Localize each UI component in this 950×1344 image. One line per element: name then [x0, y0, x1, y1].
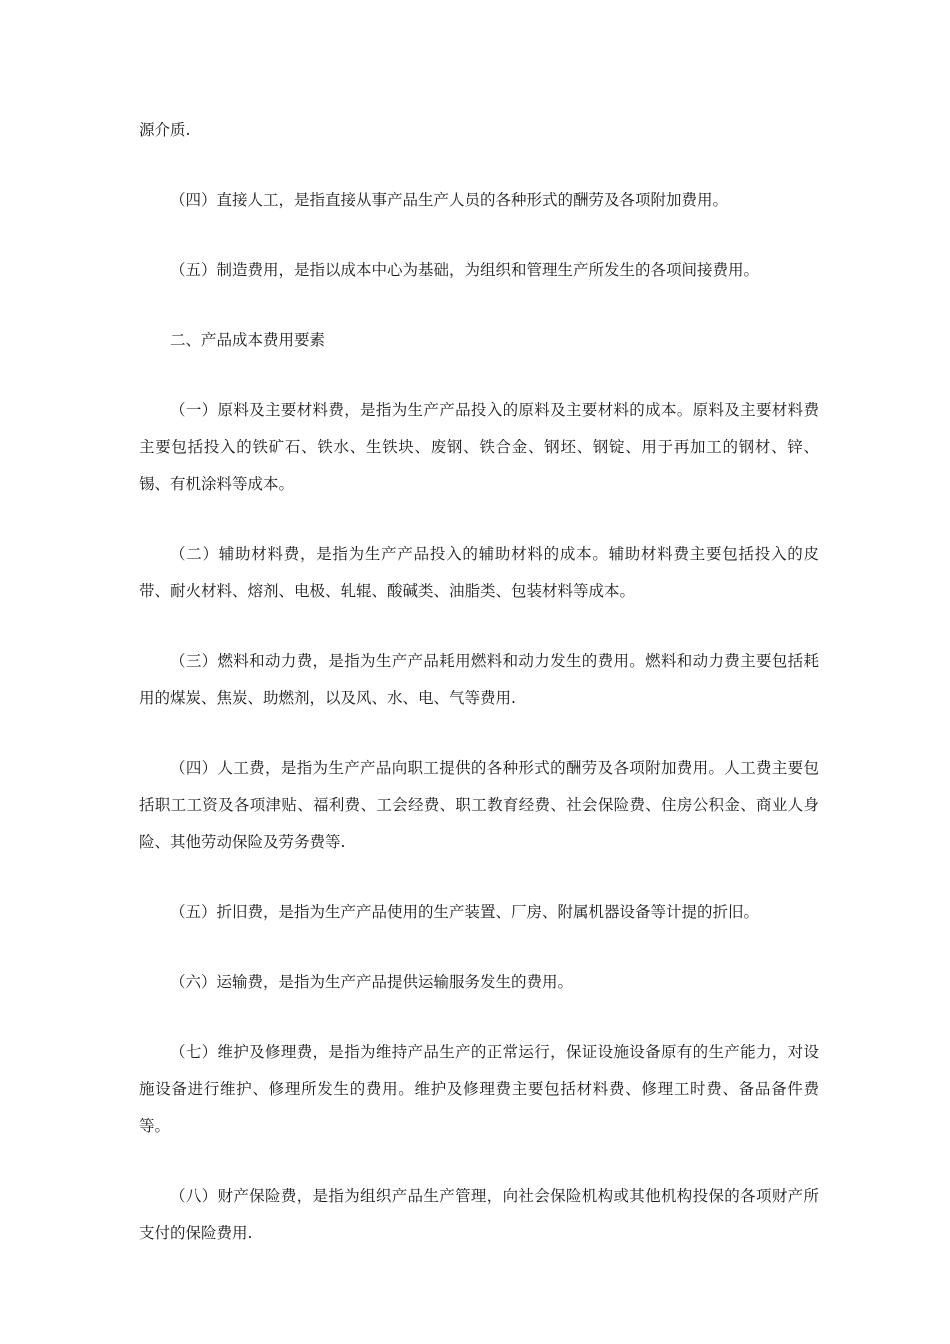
paragraph-maintenance: （七）维护及修理费，是指为维持产品生产的正常运行，保证设施设备原有的生产能力，对设施设备进行维护、修理所发生的费用。维护及修理费主要包括材料费、修理工时费、备品备件费等。 — [139, 1043, 819, 1135]
paragraph-property-insurance: （八）财产保险费，是指为组织产品生产管理，向社会保险机构或其他机构投保的各项财产所支付的保险费用. — [139, 1187, 819, 1242]
section-heading-cost-elements: 二、产品成本费用要素 — [170, 331, 326, 349]
paragraph-auxiliary-materials: （二）辅助材料费，是指为生产产品投入的辅助材料的成本。辅助材料费主要包括投入的皮带、耐火材料、熔剂、电极、轧辊、酸碱类、油脂类、包装材料等成本。 — [139, 545, 819, 600]
paragraph-depreciation: （五）折旧费，是指为生产产品使用的生产装置、厂房、附属机器设备等计提的折旧。 — [170, 903, 760, 921]
paragraph-fuel-power: （三）燃料和动力费，是指为生产产品耗用燃料和动力发生的费用。燃料和动力费主要包括耗用的煤炭、焦炭、助燃剂，以及风、水、电、气等费用. — [139, 652, 819, 707]
paragraph-manufacturing-overhead: （五）制造费用，是指以成本中心为基础，为组织和管理生产所发生的各项间接费用。 — [170, 261, 760, 279]
document-page — [139, 112, 819, 1285]
paragraph-raw-materials: （一）原料及主要材料费，是指为生产产品投入的原料及主要材料的成本。原料及主要材料费主要包括投入的铁矿石、铁水、生铁块、废钢、铁合金、钢坯、钢锭、用于再加工的钢材、锌、锡、有机涂料等成本。 — [139, 401, 819, 493]
paragraph-continuation: 源介质. — [139, 121, 191, 139]
paragraph-transport: （六）运输费，是指为生产产品提供运输服务发生的费用。 — [170, 973, 574, 991]
paragraph-labor-cost: （四）人工费，是指为生产产品向职工提供的各种形式的酬劳及各项附加费用。人工费主要包括职工工资及各项津贴、福利费、工会经费、职工教育经费、社会保险费、住房公积金、商业人身险、其他劳动保险及劳务费等. — [139, 759, 819, 851]
paragraph-direct-labor: （四）直接人工，是指直接从事产品生产人员的各种形式的酬劳及各项附加费用。 — [170, 191, 729, 209]
